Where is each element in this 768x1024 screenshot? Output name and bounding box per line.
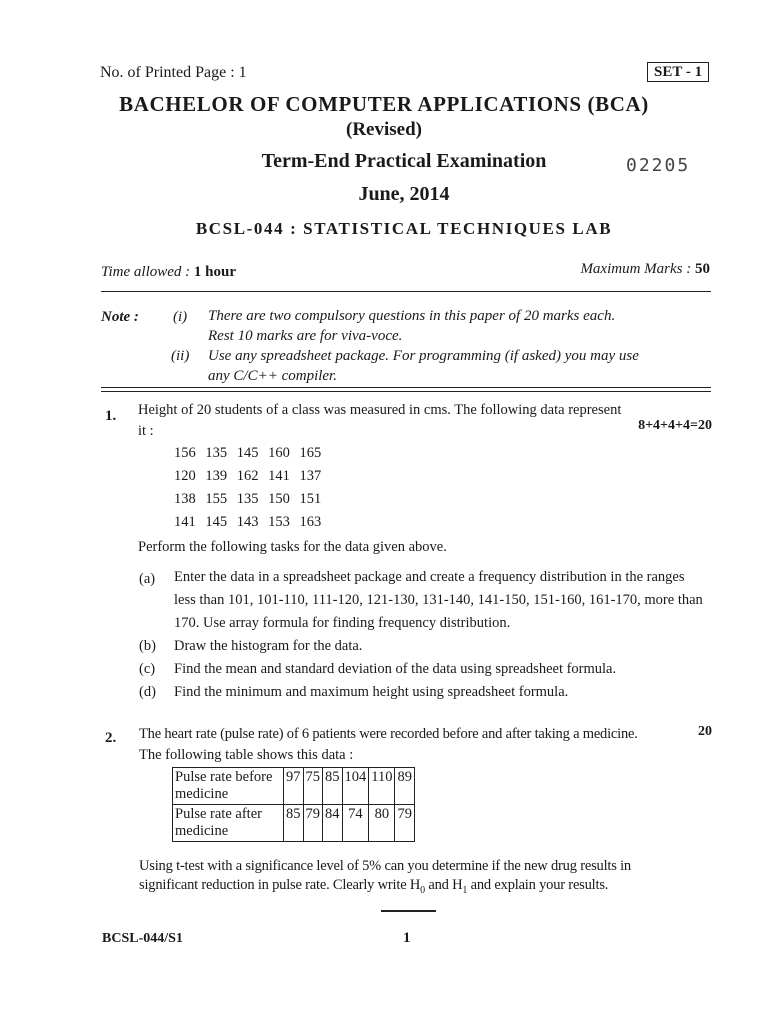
row-label-line: medicine (175, 823, 229, 839)
marks-value: 50 (695, 261, 710, 277)
row-label-line: Pulse rate before (175, 769, 273, 785)
exam-code: 02205 (626, 155, 691, 176)
table-cell: 80 (369, 805, 395, 842)
table-cell: 84 (323, 805, 343, 842)
note-item-num: (i) (173, 309, 188, 325)
question-text: The following table shows this data : (139, 747, 354, 763)
note-line: Use any spreadsheet package. For programming (if asked) you may use (208, 348, 639, 364)
table-cell: 110 (369, 768, 395, 805)
time-allowed (101, 264, 236, 281)
note-item-num: (ii) (171, 348, 190, 364)
note-line: There are two compulsory questions in this paper of 20 marks each. (208, 308, 616, 324)
table-row (173, 805, 415, 842)
divider (101, 387, 711, 388)
question-marks: 20 (698, 724, 712, 739)
page-number: 1 (403, 930, 411, 946)
subject-title: BCSL-044 : STATISTICAL TECHNIQUES LAB (195, 219, 613, 238)
exam-title: Term-End Practical Examination (261, 150, 547, 172)
question-number: 1. (105, 408, 117, 424)
closing-text: and explain your results. (467, 877, 609, 893)
table-cell: 85 (323, 768, 343, 805)
part-label: (b) (139, 638, 156, 654)
part-text: Find the minimum and maximum height using spreadsheet formula. (174, 684, 569, 700)
time-value: 1 hour (193, 264, 237, 280)
part-text: Enter the data in a spreadsheet package and create a frequency distribution in the ranges less than 101, 101-110, 111-120, 121-130, 131-140, 141-150, 151-160, 161-170, more than 170. Use array formula for finding frequency distribution. (174, 569, 703, 631)
h1-subscript: 1 (462, 884, 468, 896)
data-row: 120 139 162 141 137 (174, 468, 322, 484)
table-cell: 79 (395, 805, 415, 842)
table-cell: 74 (342, 805, 369, 842)
question-number: 2. (105, 730, 117, 746)
data-row: 156 135 145 160 165 (174, 445, 322, 461)
divider (101, 291, 711, 292)
h0-subscript: 0 (420, 884, 425, 896)
question-marks: 8+4+4+4=20 (638, 418, 712, 433)
question-text: Height of 20 students of a class was measured in cms. The following data represent (138, 402, 622, 418)
footer-rule (381, 910, 436, 912)
revised-label: (Revised) (346, 119, 422, 140)
question-text: it : (138, 423, 154, 439)
table-cell: 89 (395, 768, 415, 805)
part-label: (c) (139, 661, 156, 677)
table-cell: 104 (342, 768, 369, 805)
maximum-marks (580, 261, 710, 278)
table-cell: 85 (284, 805, 304, 842)
part-label: (d) (139, 684, 156, 700)
printed-pages: No. of Printed Page : 1 (100, 64, 247, 81)
question-text: Using t-test with a significance level of 5% can you determine if the new drug results in (139, 858, 631, 874)
set-badge: SET - 1 (647, 62, 709, 82)
data-row: 138 155 135 150 151 (174, 491, 322, 507)
marks-prefix: Maximum Marks : (580, 261, 692, 277)
part-text: Find the mean and standard deviation of the data using spreadsheet formula. (174, 661, 617, 677)
pulse-table (172, 767, 415, 842)
part-label: (a) (139, 571, 156, 587)
time-prefix: Time allowed : (101, 264, 191, 280)
divider (101, 391, 711, 392)
row-label-line: medicine (175, 786, 229, 802)
row-label (173, 805, 284, 842)
data-row: 141 145 143 153 163 (174, 514, 322, 530)
question-text (139, 875, 608, 901)
note-item-text (208, 306, 713, 346)
table-cell: 97 (284, 768, 304, 805)
program-title: BACHELOR OF COMPUTER APPLICATIONS (BCA) (119, 92, 649, 116)
closing-text: and H (424, 877, 463, 893)
table-cell: 75 (303, 768, 323, 805)
footer-code: BCSL-044/S1 (102, 931, 183, 946)
closing-text: significant reduction in pulse rate. Clearly write H (139, 877, 421, 893)
exam-session: June, 2014 (358, 183, 450, 205)
table-row (173, 768, 415, 805)
table-cell: 79 (303, 805, 323, 842)
note-item-text (208, 346, 713, 386)
part-text: Draw the histogram for the data. (174, 638, 363, 654)
note-line: any C/C++ compiler. (208, 368, 337, 384)
note-line: Rest 10 marks are for viva-voce. (208, 328, 403, 344)
question-text: The heart rate (pulse rate) of 6 patients were recorded before and after taking a medicine. (139, 726, 638, 742)
row-label (173, 768, 284, 805)
instruction-text: Perform the following tasks for the data given above. (138, 539, 447, 555)
row-label-line: Pulse rate after (175, 806, 262, 822)
note-label: Note : (101, 309, 139, 325)
